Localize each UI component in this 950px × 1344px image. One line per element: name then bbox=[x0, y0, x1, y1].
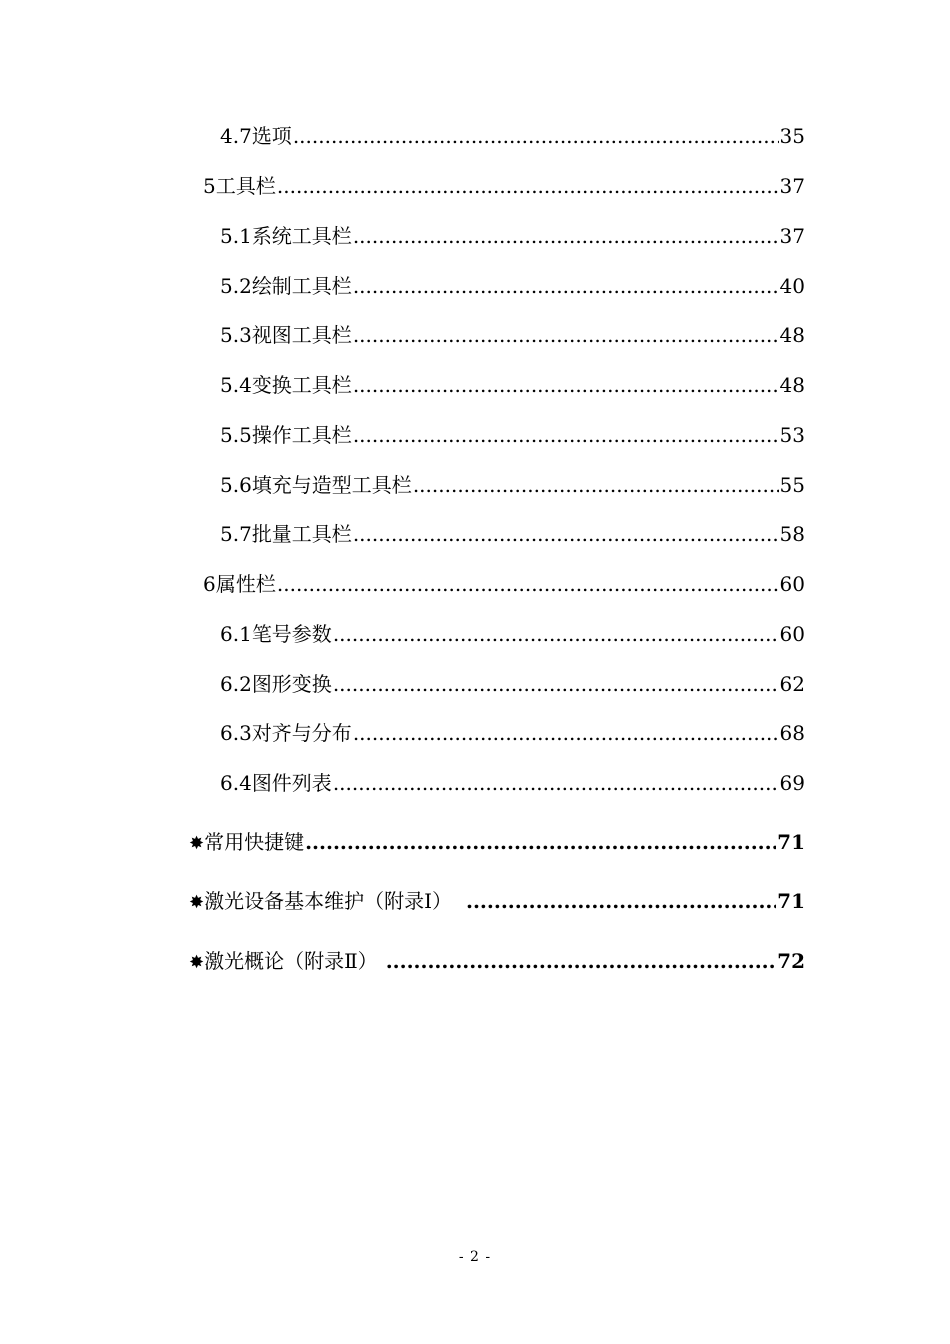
toc-entry-number: 6.3 bbox=[220, 721, 252, 745]
dot-leader bbox=[353, 721, 779, 745]
dot-leader bbox=[353, 522, 779, 546]
toc-entry-title: 对齐与分布 bbox=[251, 721, 352, 745]
toc-entry[interactable] bbox=[203, 174, 805, 198]
toc-entry-page: 68 bbox=[779, 721, 805, 745]
dot-leader bbox=[353, 373, 779, 397]
toc-entry[interactable] bbox=[220, 771, 805, 795]
star-bullet-icon: ✸ bbox=[189, 892, 205, 913]
toc-entry-title: 激光概论（附录Ⅱ） bbox=[204, 949, 378, 973]
toc-entry-number: 6.4 bbox=[220, 771, 252, 795]
toc-entry-number: 5.3 bbox=[220, 323, 252, 347]
toc-entry-title: 选项 bbox=[251, 124, 292, 148]
toc-entry-page: 72 bbox=[777, 949, 805, 973]
toc-entry-number: 6.2 bbox=[220, 672, 252, 696]
toc-appendix-entry[interactable] bbox=[189, 830, 805, 856]
toc-entry-number: 6 bbox=[203, 572, 216, 596]
toc-entry-page: 40 bbox=[779, 274, 805, 298]
toc-entry-title: 激光设备基本维护（附录Ⅰ） bbox=[204, 889, 452, 913]
toc-entry-number: 5.6 bbox=[220, 473, 252, 497]
toc-entry-title: 变换工具栏 bbox=[251, 373, 352, 397]
toc-entry-title: 工具栏 bbox=[215, 174, 276, 198]
toc-entry[interactable] bbox=[203, 572, 805, 596]
toc-entry-page: 37 bbox=[779, 174, 805, 198]
star-bullet-icon: ✸ bbox=[189, 952, 205, 973]
dot-leader bbox=[353, 274, 779, 298]
toc-entry-title: 系统工具栏 bbox=[251, 224, 352, 248]
toc-entry-number: 5.2 bbox=[220, 274, 252, 298]
toc-entry-title: 批量工具栏 bbox=[251, 522, 352, 546]
toc-appendix-entry[interactable] bbox=[189, 949, 805, 975]
toc-entry-page: 71 bbox=[777, 830, 805, 854]
toc-entry-title: 视图工具栏 bbox=[251, 323, 352, 347]
toc-entry-title: 属性栏 bbox=[215, 572, 276, 596]
toc-entry-page: 60 bbox=[779, 622, 805, 646]
toc-entry-page: 69 bbox=[779, 771, 805, 795]
toc-entry-title: 常用快捷键 bbox=[204, 830, 305, 854]
dot-leader bbox=[466, 889, 776, 913]
dot-leader bbox=[293, 124, 779, 148]
toc-entry-page: 60 bbox=[779, 572, 805, 596]
toc-entry-title: 笔号参数 bbox=[251, 622, 332, 646]
toc-entry-number: 5.5 bbox=[220, 423, 252, 447]
toc-entry-number: 5.7 bbox=[220, 522, 252, 546]
toc-entry[interactable] bbox=[220, 274, 805, 298]
dot-leader bbox=[305, 830, 776, 854]
dot-leader bbox=[353, 224, 779, 248]
toc-entry-title: 绘制工具栏 bbox=[251, 274, 352, 298]
toc-entry-page: 53 bbox=[779, 423, 805, 447]
toc-entry-title: 填充与造型工具栏 bbox=[251, 473, 412, 497]
toc-entry[interactable] bbox=[220, 323, 805, 347]
toc-entry-number: 5.1 bbox=[220, 224, 252, 248]
toc-entry-page: 48 bbox=[779, 373, 805, 397]
toc-entry[interactable] bbox=[220, 473, 805, 497]
toc-entry-page: 48 bbox=[779, 323, 805, 347]
toc-entry[interactable] bbox=[220, 423, 805, 447]
toc-entry-page: 58 bbox=[779, 522, 805, 546]
dot-leader bbox=[353, 323, 779, 347]
star-bullet-icon: ✸ bbox=[189, 833, 205, 854]
dot-leader bbox=[333, 622, 779, 646]
toc-entry-page: 71 bbox=[777, 889, 805, 913]
toc-entry-page: 37 bbox=[779, 224, 805, 248]
dot-leader bbox=[353, 423, 779, 447]
toc-entry[interactable] bbox=[220, 373, 805, 397]
dot-leader bbox=[277, 174, 779, 198]
toc-entry-title: 操作工具栏 bbox=[251, 423, 352, 447]
dot-leader bbox=[386, 949, 776, 973]
dot-leader bbox=[333, 672, 779, 696]
toc-entry[interactable] bbox=[220, 522, 805, 546]
toc-entry-page: 55 bbox=[779, 473, 805, 497]
toc-entry[interactable] bbox=[220, 124, 805, 148]
toc-appendix-entry[interactable] bbox=[189, 889, 805, 915]
toc-entry[interactable] bbox=[220, 224, 805, 248]
toc-entry-title: 图件列表 bbox=[251, 771, 332, 795]
toc-entry[interactable] bbox=[220, 721, 805, 745]
dot-leader bbox=[333, 771, 779, 795]
toc-entry-number: 6.1 bbox=[220, 622, 252, 646]
toc-entry-page: 35 bbox=[779, 124, 805, 148]
toc-entry[interactable] bbox=[220, 622, 805, 646]
toc-entry-title: 图形变换 bbox=[251, 672, 332, 696]
toc-entry-number: 5.4 bbox=[220, 373, 252, 397]
dot-leader bbox=[413, 473, 779, 497]
page-number: - 2 - bbox=[458, 1249, 492, 1265]
toc-entry-page: 62 bbox=[779, 672, 805, 696]
toc-entry-number: 5 bbox=[203, 174, 216, 198]
toc-entry-number: 4.7 bbox=[220, 124, 252, 148]
dot-leader bbox=[277, 572, 779, 596]
toc-entry[interactable] bbox=[220, 672, 805, 696]
